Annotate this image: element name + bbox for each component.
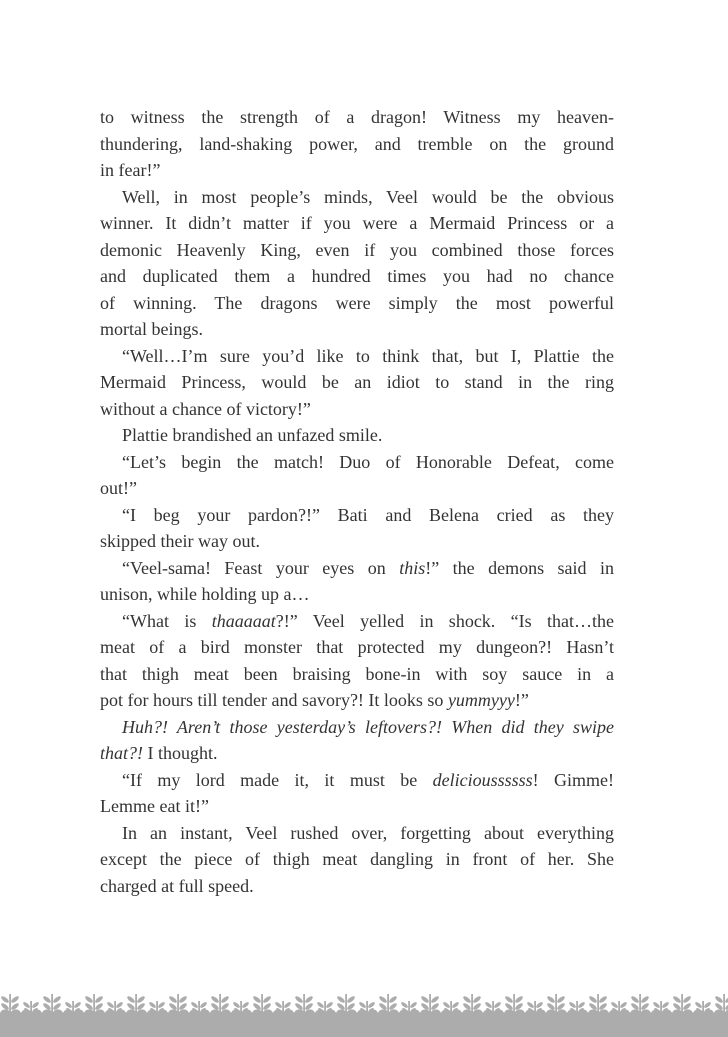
text-line: Well, in most people’s minds, Veel would be the obvious bbox=[122, 186, 614, 207]
text-line: that thigh meat been braising bone-in with soy sauce in a bbox=[100, 663, 614, 684]
text-line: “I beg your pardon?!” Bati and Belena cried as they bbox=[122, 504, 614, 525]
text-line: that?! I thought. bbox=[100, 743, 218, 763]
text-line: charged at full speed. bbox=[100, 875, 254, 896]
text-line: pot for hours till tender and savory?! It looks so yummyyy!” bbox=[100, 690, 529, 710]
text-line: without a chance of victory!” bbox=[100, 398, 311, 419]
text-line: “Veel-sama! Feast your eyes on this!” the demons said in bbox=[122, 557, 615, 578]
sprout-border-pattern bbox=[0, 991, 728, 1037]
text-line: thundering, land-shaking power, and tremble on the ground bbox=[100, 133, 614, 154]
text-line: to witness the strength of a dragon! Witness my heaven- bbox=[100, 107, 614, 127]
text-line: except the piece of thigh meat dangling in front of her. She bbox=[100, 849, 614, 869]
text-line: Plattie brandished an unfazed smile. bbox=[122, 425, 383, 445]
text-line: demonic Heavenly King, even if you combined those forces bbox=[100, 239, 614, 260]
text-line: in fear!” bbox=[100, 160, 161, 180]
text-line: and duplicated them a hundred times you had no chance bbox=[100, 266, 614, 286]
text-line: of winning. The dragons were simply the most powerful bbox=[100, 292, 614, 313]
text-line: Mermaid Princess, would be an idiot to stand in the ring bbox=[100, 372, 614, 392]
text-line: meat of a bird monster that protected my dungeon?! Hasn’t bbox=[100, 637, 614, 657]
page-text bbox=[100, 104, 614, 899]
text-line: mortal beings. bbox=[100, 319, 203, 339]
text-line: unison, while holding up a… bbox=[100, 584, 310, 604]
text-line: winner. It didn’t matter if you were a Mermaid Princess or a bbox=[100, 213, 614, 233]
text-line: “What is thaaaaat?!” Veel yelled in shock. “Is that…the bbox=[122, 610, 615, 631]
text-line: “Well…I’m sure you’d like to think that, but I, Plattie the bbox=[122, 345, 614, 366]
text-line: skipped their way out. bbox=[100, 531, 260, 551]
text-line: “Let’s begin the match! Duo of Honorable Defeat, come bbox=[122, 451, 614, 472]
decorative-footer bbox=[0, 991, 728, 1037]
text-line: Huh?! Aren’t those yesterday’s leftovers?! When did they swipe bbox=[122, 716, 614, 737]
text-line: In an instant, Veel rushed over, forgetting about everything bbox=[122, 822, 614, 843]
text-line: Lemme eat it!” bbox=[100, 796, 209, 816]
text-line: “If my lord made it, it must be delicioussssss! Gimme! bbox=[122, 769, 614, 790]
text-line: out!” bbox=[100, 478, 137, 498]
